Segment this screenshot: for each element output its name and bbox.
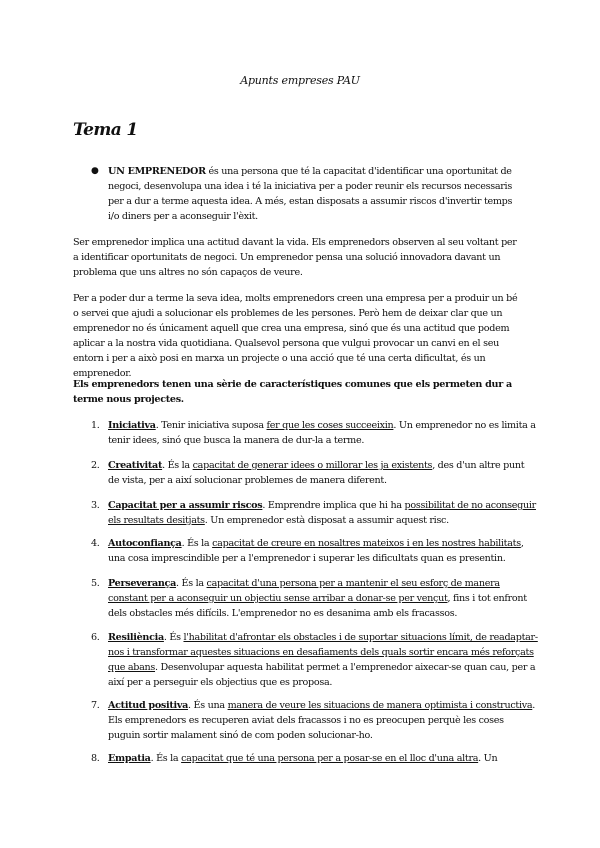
- list-text: . Desenvolupar aquesta habilitat permet a l'emprenedor aixecar-se quan cau, per a així per a perseguir els objectius que es proposa.: [108, 662, 536, 688]
- list-underlined-text: fer que les coses succeeixin: [266, 420, 394, 431]
- list-number: 6.: [91, 632, 100, 643]
- list-number: 4.: [91, 538, 100, 549]
- page-header: Apunts empreses PAU: [240, 74, 360, 87]
- list-item: [91, 458, 538, 488]
- list-term: Creativitat: [108, 460, 163, 471]
- list-text: . És una: [188, 700, 228, 711]
- list-item: [91, 698, 538, 743]
- list-item: [91, 498, 538, 528]
- list-number: 3.: [91, 500, 100, 511]
- list-item: [91, 418, 538, 448]
- list-number: 2.: [91, 460, 100, 471]
- list-item: [91, 751, 538, 766]
- list-item: [91, 630, 538, 690]
- list-text: . Els emprenedors es recuperen aviat dels fracassos i no es preocupen perquè les coses puguin sortir malament sinó de com poden solucionar-ho.: [108, 700, 536, 741]
- list-number: 8.: [91, 753, 100, 764]
- list-text: . Un emprenedor està disposat a assumir aquest risc.: [204, 515, 449, 526]
- list-text: , fins i tot enfront dels obstacles més difícils. L'emprenedor no es desanima amb els fracassos.: [108, 593, 527, 619]
- paragraph-3: Els emprenedors tenen una sèrie de característiques comunes que els permeten dur a terme nous projectes.: [73, 379, 512, 405]
- list-text: . És la: [150, 753, 182, 764]
- list-text: , una cosa imprescindible per a l'emprenedor i superar les dificultats quan es presentin.: [108, 538, 524, 564]
- list-text: . És la: [181, 538, 213, 549]
- list-term: Perseverança: [108, 578, 177, 589]
- bullet-item: [91, 164, 521, 224]
- list-text: . Un emprenedor no es limita a tenir idees, sinó que busca la manera de dur-la a terme.: [108, 420, 536, 446]
- bullet-text: és una persona que té la capacitat d'identificar una oportunitat de negoci, desenvolupa una idea i té la iniciativa per a poder reunir els recursos necessaris per a dur a terme aquesta idea. A més, estan disposats a assumir riscos d'invertir temps i/o diners per a aconseguir l'èxit.: [108, 166, 513, 222]
- list-term: Iniciativa: [108, 420, 156, 431]
- list-underlined-text: possibilitat de no aconseguir els resultats desitjats: [108, 500, 536, 526]
- list-term: Capacitat per a assumir riscos: [108, 500, 263, 511]
- list-text: . És la: [176, 578, 207, 589]
- list-term: Resiliència: [108, 632, 164, 643]
- list-underlined-text: capacitat d'una persona per a mantenir el seu esforç de manera constant per a aconseguir un objectiu sense arribar a donar-se per vençut: [108, 578, 500, 604]
- paragraph-2: Per a poder dur a terme la seva idea, molts emprenedors creen una empresa per a produir un bé o servei que ajudi a solucionar els problemes de les persones. Però hem de deixar clar que un emprenedor no és únicament aquell que crea una empresa, sinó que és una actitud que podem aplicar a la nostra vida quotidiana. Qualsevol persona que vulgui provocar un canvi en el seu entorn i per a això posi en marxa un projecte o una acció que té una certa dificultat, és un emprenedor.: [73, 293, 518, 379]
- section-title: Tema 1: [73, 120, 138, 140]
- list-term: Actitud positiva: [108, 700, 189, 711]
- list-number: 5.: [91, 578, 100, 589]
- list-text: . Emprendre implica que hi ha: [262, 500, 405, 511]
- list-item: [91, 576, 538, 621]
- list-underlined-text: capacitat que té una persona per a posar-se en el lloc d'una altra: [181, 753, 479, 764]
- list-term: Empatia: [108, 753, 151, 764]
- bullet-term: UN EMPRENEDOR: [108, 166, 206, 177]
- list-text: . Tenir iniciativa suposa: [155, 420, 267, 431]
- list-text: . És la: [162, 460, 193, 471]
- list-underlined-text: capacitat de generar idees o millorar les ja existents: [192, 460, 433, 471]
- list-item: [91, 536, 538, 566]
- list-text: , des d'un altre punt de vista, per a així solucionar problemes de manera diferent.: [108, 460, 525, 486]
- list-underlined-text: capacitat de creure en nosaltres mateixos i en les nostres habilitats: [212, 538, 521, 549]
- list-text: . És: [163, 632, 184, 643]
- list-underlined-text: l'habilitat d'afrontar els obstacles i de suportar situacions límit, de readaptar-nos i transformar aquestes situacions en desafiaments dels quals sortir encara més reforçats que abans: [108, 632, 538, 673]
- list-underlined-text: manera de veure les situacions de manera optimista i constructiva: [227, 700, 533, 711]
- paragraph-1: Ser emprenedor implica una actitud davant la vida. Els emprenedors observen al seu voltant per a identificar oportunitats de negoci. Un emprenedor pensa una solució innovadora davant un problema que uns altres no són capaços de veure.: [73, 237, 517, 278]
- list-term: Autoconfiança: [108, 538, 182, 549]
- bullet-dot-icon: ●: [91, 166, 99, 176]
- list-number: 1.: [91, 420, 100, 431]
- bullet-content: [108, 164, 521, 224]
- list-number: 7.: [91, 700, 100, 711]
- list-text: . Un: [478, 753, 498, 764]
